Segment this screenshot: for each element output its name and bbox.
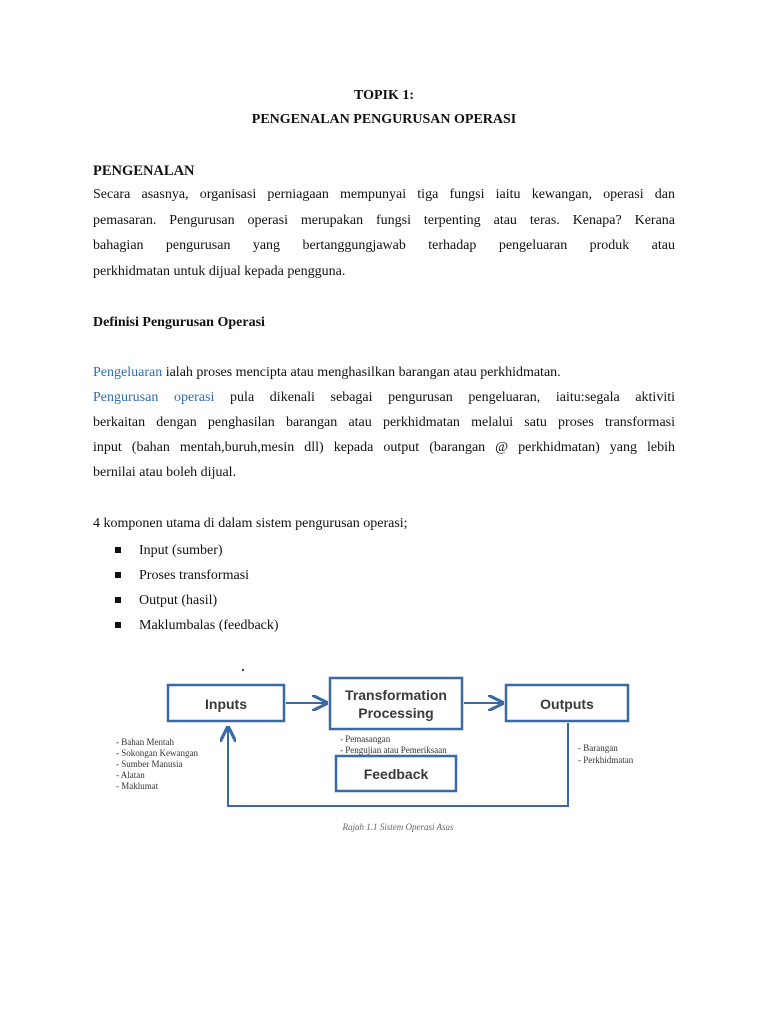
output-item: - Barangan [578,743,618,753]
term2-text: pula dikenali sebagai pengurusan pengeluaran, iaitu:segala aktiviti [214,390,675,405]
input-item: - Alatan [116,770,145,780]
definition-line-3: input (bahan mentah,buruh,mesin dll) kepada output (barangan @ perkhidmatan) yang lebih [93,440,675,455]
operations-system-figure [98,664,662,844]
intro-line-1: Secara asasnya, organisasi perniagaan mempunyai tiga fungsi iaitu kewangan, operasi dan [93,187,675,202]
term-pengeluaran: Pengeluaran [93,365,163,380]
intro-line-4: perkhidmatan untuk dijual kepada pengguna. [93,264,346,279]
feedback-label: Feedback [363,766,429,782]
list-item: Maklumbalas (feedback) [112,613,279,638]
definition-heading: Definisi Pengurusan Operasi [93,315,265,330]
intro-heading: PENGENALAN [93,163,195,179]
list-item: Proses transformasi [112,563,279,588]
input-item: - Sokongan Kewangan [116,748,198,758]
input-item: - Bahan Mentah [116,737,174,747]
bullet-square-icon [115,597,121,603]
definition-line-2: berkaitan dengan penghasilan barangan atau perkhidmatan melalui satu proses transformasi [93,415,675,430]
bullet-square-icon [115,572,121,578]
output-item: - Perkhidmatan [578,755,634,765]
input-item: - Sumber Manusia [116,759,183,769]
inputs-label: Inputs [205,696,247,712]
definition-term2-line1 [93,390,675,406]
outputs-label: Outputs [540,696,594,712]
process-item: - Pengujian atau Pemeriksaan [340,745,447,755]
term1-text: ialah proses mencipta atau menghasilkan barangan atau perkhidmatan. [162,365,561,380]
definition-term1 [93,365,675,381]
topic-title: PENGENALAN PENGURUSAN OPERASI [251,112,517,127]
components-intro: 4 komponen utama di dalam sistem pengurusan operasi; [93,516,408,531]
bullet-square-icon [115,622,121,628]
process-item: - Pemasangan [340,734,391,744]
definition-line-4: bernilai atau boleh dijual. [93,465,237,480]
bullet-square-icon [115,547,121,553]
figure-caption: Rajah 1.1 Sistem Operasi Asas [342,822,454,832]
transformation-box [330,678,462,729]
transformation-label-1: Transformation [345,687,447,703]
topic-number: TOPIK 1: [353,88,415,103]
transformation-label-2: Processing [358,705,434,721]
intro-line-2: pemasaran. Pengurusan operasi merupakan fungsi terpenting atau teras. Kenapa? Kerana [93,213,675,228]
term-pengurusan-operasi: Pengurusan operasi [93,390,215,405]
operations-diagram [98,664,662,844]
list-item: Input (sumber) [112,538,279,563]
input-item: - Maklumat [116,781,159,791]
list-item: Output (hasil) [112,588,279,613]
components-list [112,538,279,638]
intro-line-3: bahagian pengurusan yang bertanggungjawab terhadap pengeluaran produk atau [93,238,675,253]
